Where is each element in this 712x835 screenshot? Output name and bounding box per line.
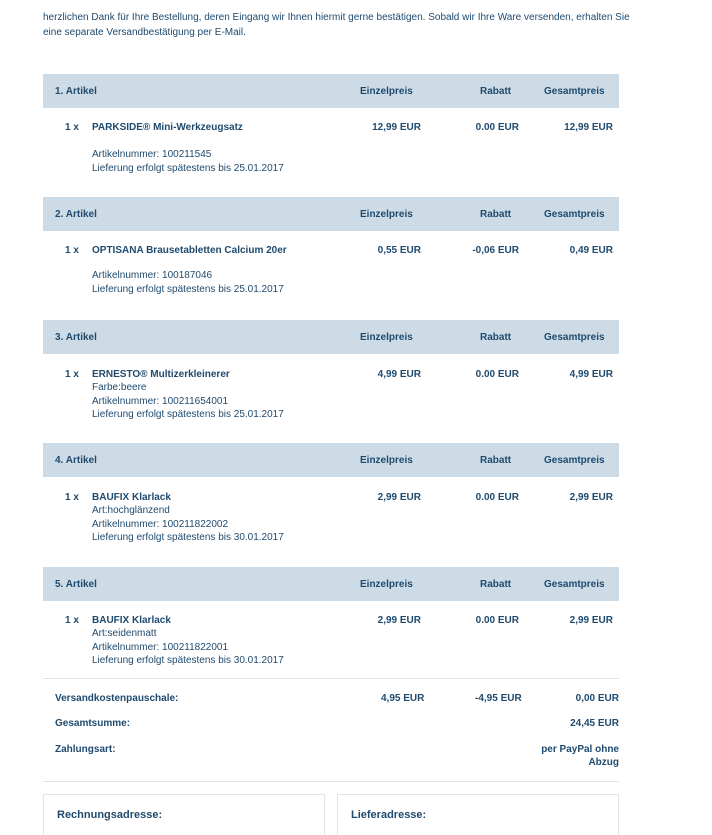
payment-value-line1: per PayPal ohne (541, 744, 619, 755)
article-qty: 1 x (65, 615, 79, 626)
article-details (92, 381, 284, 422)
article-body (43, 354, 619, 444)
article-details (92, 504, 284, 545)
article-header (43, 320, 619, 354)
article-delivery: Lieferung erfolgt spätestens bis 30.01.2017 (92, 532, 284, 543)
article-details (92, 148, 284, 175)
article-number: Artikelnummer: 100211822002 (92, 518, 229, 530)
article-qty: 1 x (65, 122, 79, 133)
article-einzelpreis: 0,55 EUR (377, 245, 421, 256)
article-number: Artikelnummer: 100211822001 (92, 641, 229, 653)
header-gesamtpreis: Gesamtpreis (544, 455, 605, 466)
article-attribute: Farbe:beere (92, 382, 147, 393)
article-attribute: Art:hochglänzend (92, 505, 170, 516)
article-header (43, 443, 619, 477)
shipping-address-box (337, 794, 619, 835)
article-body (43, 477, 619, 567)
article-number: Artikelnummer: 100211545 (92, 149, 212, 160)
header-rabatt: Rabatt (480, 86, 512, 97)
article-block (43, 197, 619, 321)
article-number: Artikelnummer: 100187046 (92, 270, 213, 281)
article-block (43, 74, 619, 198)
article-header (43, 197, 619, 231)
article-details (92, 269, 284, 296)
article-gesamtpreis: 12,99 EUR (564, 122, 613, 133)
article-body (43, 231, 619, 321)
article-rabatt: 0.00 EUR (475, 615, 519, 626)
divider (43, 781, 619, 782)
article-block (43, 320, 619, 444)
article-gesamtpreis: 2,99 EUR (569, 615, 613, 626)
header-einzelpreis: Einzelpreis (360, 455, 413, 466)
article-details (92, 627, 284, 668)
total-label: Gesamtsumme: (55, 718, 131, 729)
shipping-price: 4,95 EUR (381, 693, 425, 704)
article-delivery: Lieferung erfolgt spätestens bis 25.01.2017 (92, 409, 284, 420)
article-qty: 1 x (65, 492, 79, 503)
shipping-total: 0,00 EUR (575, 693, 619, 704)
article-delivery: Lieferung erfolgt spätestens bis 25.01.2017 (92, 283, 284, 295)
shipping-discount: -4,95 EUR (475, 693, 522, 704)
header-rabatt: Rabatt (480, 455, 512, 466)
article-einzelpreis: 2,99 EUR (377, 615, 421, 626)
payment-label: Zahlungsart: (55, 744, 116, 755)
article-title: 4. Artikel (55, 455, 97, 466)
article-einzelpreis: 12,99 EUR (372, 122, 421, 133)
header-einzelpreis: Einzelpreis (360, 579, 413, 590)
payment-value-line2: Abzug (588, 757, 619, 768)
billing-address-title: Rechnungsadresse: (57, 809, 163, 821)
article-header (43, 567, 619, 601)
article-rabatt: 0.00 EUR (475, 122, 519, 133)
article-gesamtpreis: 4,99 EUR (569, 369, 613, 380)
header-rabatt: Rabatt (480, 209, 512, 220)
article-name: PARKSIDE® Mini-Werkzeugsatz (92, 122, 243, 133)
shipping-address-title: Lieferadresse: (351, 809, 427, 821)
article-block (43, 567, 619, 679)
intro-text: herzlichen Dank für Ihre Bestellung, deren Eingang wir Ihnen hiermit gerne bestätigen. Sobald wir Ihre Ware versenden, erhalten Sie eine separate Versandbestätigung per E-Mail. (43, 12, 630, 38)
article-delivery: Lieferung erfolgt spätestens bis 25.01.2017 (92, 162, 284, 174)
article-name: ERNESTO® Multizerkleinerer (92, 369, 230, 380)
article-gesamtpreis: 0,49 EUR (569, 245, 613, 256)
header-einzelpreis: Einzelpreis (360, 209, 413, 220)
article-einzelpreis: 4,99 EUR (377, 369, 421, 380)
article-header (43, 74, 619, 108)
article-rabatt: 0.00 EUR (475, 492, 519, 503)
article-delivery: Lieferung erfolgt spätestens bis 30.01.2017 (92, 655, 284, 666)
billing-address-box (43, 794, 325, 835)
article-title: 1. Artikel (55, 86, 97, 97)
article-body (43, 108, 619, 198)
header-rabatt: Rabatt (480, 579, 512, 590)
article-name: BAUFIX Klarlack (92, 615, 171, 626)
article-einzelpreis: 2,99 EUR (377, 492, 421, 503)
article-attribute: Art:seidenmatt (92, 628, 157, 639)
article-rabatt: 0.00 EUR (475, 369, 519, 380)
article-qty: 1 x (65, 369, 79, 380)
article-name: OPTISANA Brausetabletten Calcium 20er (92, 245, 287, 256)
article-title: 5. Artikel (55, 579, 97, 590)
header-einzelpreis: Einzelpreis (360, 86, 413, 97)
article-title: 3. Artikel (55, 332, 97, 343)
header-gesamtpreis: Gesamtpreis (544, 86, 605, 97)
shipping-label: Versandkostenpauschale: (55, 693, 179, 704)
header-gesamtpreis: Gesamtpreis (544, 579, 605, 590)
header-rabatt: Rabatt (480, 332, 512, 343)
article-number: Artikelnummer: 100211654001 (92, 395, 229, 407)
header-gesamtpreis: Gesamtpreis (544, 209, 605, 220)
divider (43, 678, 619, 679)
article-block (43, 443, 619, 567)
article-name: BAUFIX Klarlack (92, 492, 171, 503)
article-qty: 1 x (65, 245, 79, 256)
article-rabatt: -0,06 EUR (472, 245, 519, 256)
article-gesamtpreis: 2,99 EUR (569, 492, 613, 503)
article-body (43, 601, 619, 679)
header-gesamtpreis: Gesamtpreis (544, 332, 605, 343)
article-title: 2. Artikel (55, 209, 97, 220)
total-value: 24,45 EUR (570, 718, 619, 729)
header-einzelpreis: Einzelpreis (360, 332, 413, 343)
